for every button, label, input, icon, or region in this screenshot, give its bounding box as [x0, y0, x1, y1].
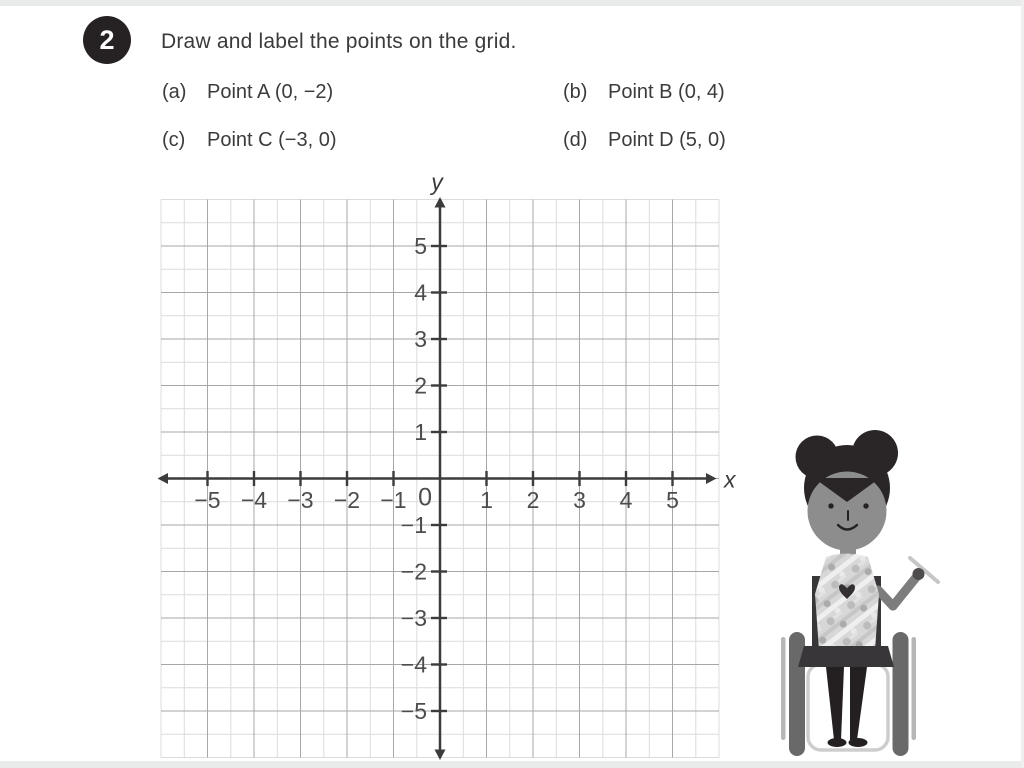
question-number: 2	[99, 24, 115, 55]
item-text: Point C (−3, 0)	[207, 129, 337, 151]
svg-text:0: 0	[418, 483, 432, 512]
item-text: Point A (0, −2)	[207, 81, 334, 103]
patterned-shirt	[815, 554, 879, 651]
svg-text:3: 3	[414, 326, 427, 352]
svg-text:−2: −2	[333, 487, 361, 513]
svg-text:−5: −5	[194, 487, 221, 513]
svg-text:−5: −5	[400, 698, 427, 724]
item-text: Point D (5, 0)	[608, 129, 726, 151]
item-label: (b)	[563, 81, 588, 103]
girl-in-wheelchair-illustration	[768, 424, 940, 762]
svg-text:4: 4	[414, 279, 427, 306]
eye-right	[863, 503, 868, 508]
svg-text:−4: −4	[400, 651, 427, 678]
svg-text:5: 5	[414, 233, 427, 259]
svg-text:1: 1	[414, 419, 427, 445]
svg-text:4: 4	[619, 487, 633, 513]
svg-text:−4: −4	[240, 487, 268, 513]
axis-labels	[194, 169, 737, 724]
head	[796, 430, 899, 551]
svg-text:2: 2	[414, 372, 427, 399]
item-text: Point B (0, 4)	[608, 81, 725, 103]
axes	[158, 197, 717, 760]
svg-text:x: x	[724, 466, 736, 493]
item-label: (d)	[563, 129, 588, 151]
svg-text:−3: −3	[400, 605, 427, 631]
svg-text:−3: −3	[287, 487, 314, 513]
question-prompt: Draw and label the points on the grid.	[161, 30, 517, 53]
wheelchair-seat-frame	[808, 664, 888, 750]
svg-text:−1: −1	[400, 512, 427, 538]
seat	[798, 646, 894, 667]
eye-left	[828, 503, 833, 508]
svg-text:3: 3	[573, 487, 586, 513]
item-label: (c)	[162, 129, 186, 151]
item-label: (a)	[162, 81, 187, 103]
svg-text:−2: −2	[400, 558, 427, 585]
svg-text:1: 1	[480, 487, 493, 513]
svg-text:y: y	[431, 169, 443, 195]
svg-text:2: 2	[526, 487, 540, 513]
arm-with-pencil	[878, 558, 938, 606]
svg-text:5: 5	[666, 487, 679, 513]
svg-text:−1: −1	[380, 487, 407, 513]
